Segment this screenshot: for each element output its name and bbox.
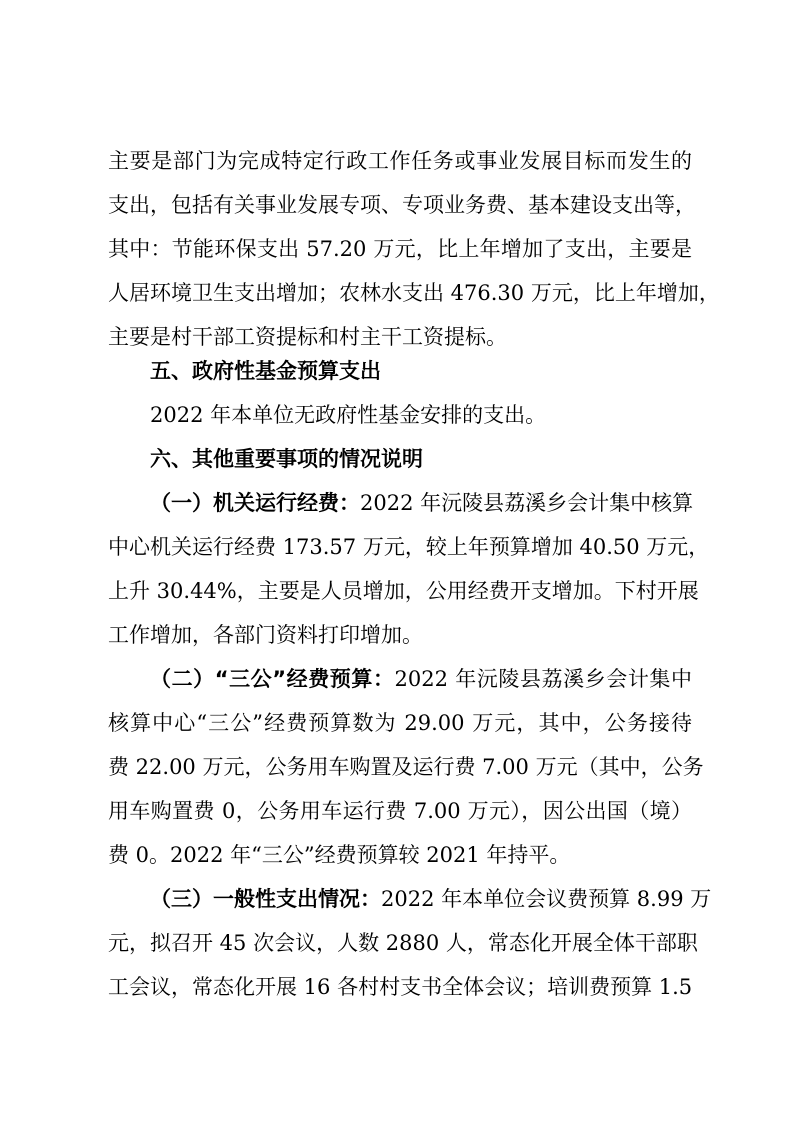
subsection-text: 2022 年本单位会议费预算 8.99 万 <box>381 887 712 911</box>
paragraph-line: 支出，包括有关事业发展专项、专项业务费、基本建设支出等， <box>108 193 696 217</box>
subsection-lead: （一）机关运行经费： <box>150 491 360 515</box>
subsection-first-line <box>150 666 692 692</box>
paragraph-line: 核算中心“三公”经费预算数为 29.00 万元，其中，公务接待 <box>108 711 692 735</box>
section-heading: 五、政府性基金预算支出 <box>150 359 381 383</box>
paragraph-line: 主要是部门为完成特定行政工作任务或事业发展目标而发生的 <box>108 149 692 173</box>
paragraph-line: 主要是村干部工资提标和村主干工资提标。 <box>108 325 507 349</box>
paragraph-line: 工作增加，各部门资料打印增加。 <box>108 623 423 647</box>
subsection-first-line <box>150 886 712 912</box>
paragraph-line: 费 22.00 万元，公务用车购置及运行费 7.00 万元（其中，公务 <box>108 755 704 779</box>
subsection-lead: （三）一般性支出情况： <box>150 887 381 911</box>
paragraph-line: 用车购置费 0，公务用车运行费 7.00 万元），因公出国（境） <box>108 799 692 823</box>
subsection-text: 2022 年沅陵县荔溪乡会计集中核算 <box>360 491 694 515</box>
paragraph-line: 上升 30.44%，主要是人员增加，公用经费开支增加。下村开展 <box>108 579 699 603</box>
paragraph-line: 费 0。2022 年“三公”经费预算较 2021 年持平。 <box>108 843 571 867</box>
subsection-first-line <box>150 490 692 516</box>
paragraph-line: 2022 年本单位无政府性基金安排的支出。 <box>150 403 547 427</box>
paragraph-line: 其中：节能环保支出 57.20 万元，比上年增加了支出，主要是 <box>108 237 692 261</box>
subsection-text: 2022 年沅陵县荔溪乡会计集中 <box>394 667 692 691</box>
paragraph-line: 人居环境卫生支出增加；农林水支出 476.30 万元，比上年增加， <box>108 281 720 305</box>
paragraph-line: 工会议，常态化开展 16 各村村支书全体会议；培训费预算 1.5 <box>108 975 693 999</box>
paragraph-line: 元，拟召开 45 次会议，人数 2880 人，常态化开展全体干部职 <box>108 931 698 955</box>
paragraph-line: 中心机关运行经费 173.57 万元，较上年预算增加 40.50 万元， <box>108 535 710 559</box>
section-heading: 六、其他重要事项的情况说明 <box>150 447 423 471</box>
subsection-lead: （二）“三公”经费预算： <box>150 667 395 691</box>
